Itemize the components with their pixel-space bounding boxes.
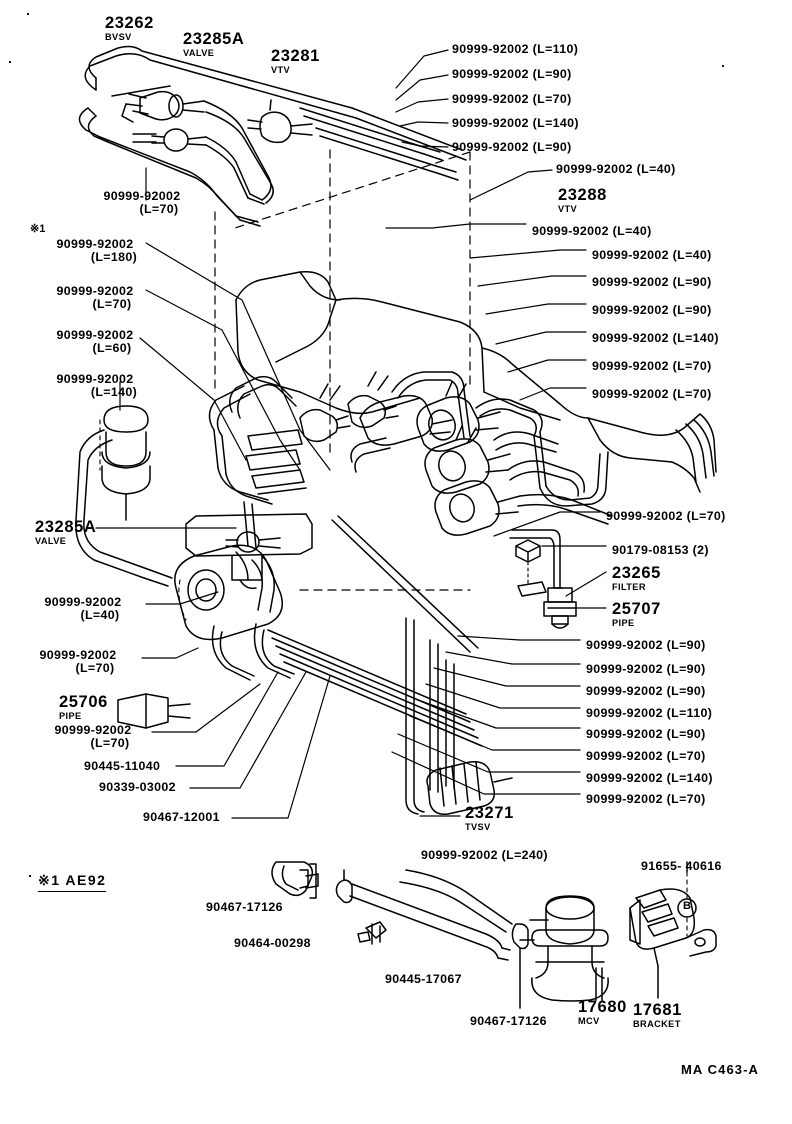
hose-label: 90999-92002 (L=70) — [586, 749, 706, 763]
component-number: 23265 — [612, 564, 661, 582]
hose-label: 90999-92002 (L=90) — [586, 684, 706, 698]
component-caption: PIPE — [612, 618, 635, 628]
drawing-code: MA C463-A — [681, 1062, 760, 1077]
component-number: 17680 — [578, 998, 627, 1016]
hose-label: 90999-92002 (L=140) — [586, 771, 713, 785]
hose-label — [18, 596, 148, 622]
hose-label: 90999-92002 (L=70) — [452, 92, 572, 106]
fastener-label: 91655- 40616 — [641, 859, 722, 873]
hose-label — [28, 724, 158, 750]
hose-part-number: 90999-92002 — [54, 723, 132, 737]
component-caption: PIPE — [59, 711, 82, 721]
hose-label: 90999-92002 (L=90) — [586, 727, 706, 741]
fastener-label: 90467-17126 — [470, 1014, 547, 1028]
component-number: 23285A — [35, 518, 97, 536]
component-number: 25706 — [59, 693, 108, 711]
hose-part-number: 90999-92002 — [103, 189, 181, 203]
component-caption: VTV — [271, 65, 291, 75]
hose-label — [30, 373, 160, 399]
component-17680 — [578, 998, 627, 1026]
component-number: 23271 — [465, 804, 514, 822]
component-caption: VALVE — [35, 536, 67, 546]
component-caption: VALVE — [183, 48, 215, 58]
hose-length: (L=140) — [90, 384, 138, 399]
component-17681 — [633, 1001, 682, 1029]
hose-length: (L=70) — [75, 660, 115, 675]
hose-label — [77, 190, 207, 216]
fastener-label: 90179-08153 (2) — [612, 543, 709, 557]
fastener-label: 90467-12001 — [143, 810, 220, 824]
fastener-label: 90445-17067 — [385, 972, 462, 986]
fastener-label: 90339-03002 — [99, 780, 176, 794]
component-25706 — [59, 693, 108, 721]
hose-part-number: 90999-92002 — [56, 372, 134, 386]
component-number: 23285A — [183, 30, 245, 48]
hose-label: 90999-92002 (L=90) — [592, 275, 712, 289]
hose-label: 90999-92002 (L=70) — [606, 509, 726, 523]
hose-part-number: 90999-92002 — [56, 328, 134, 342]
hose-label: 90999-92002 (L=70) — [586, 792, 706, 806]
fastener-label: 90445-11040 — [84, 759, 161, 773]
component-caption: MCV — [578, 1016, 600, 1026]
hose-label — [13, 649, 143, 675]
hose-label: 90999-92002 (L=90) — [592, 303, 712, 317]
hose-label — [30, 238, 160, 264]
component-23262 — [105, 14, 154, 42]
hose-label: 90999-92002 (L=70) — [592, 387, 712, 401]
hose-label: 90999-92002 (L=90) — [452, 67, 572, 81]
hose-label: 90999-92002 (L=40) — [592, 248, 712, 262]
hose-part-number: 90999-92002 — [56, 237, 134, 251]
fastener-label: 90464-00298 — [234, 936, 311, 950]
component-25707 — [612, 600, 661, 628]
hose-length: (L=70) — [90, 735, 130, 750]
component-number: 25707 — [612, 600, 661, 618]
component-23288 — [558, 186, 607, 214]
bracket-callout-letter: B — [683, 900, 691, 912]
hose-length: (L=70) — [92, 296, 132, 311]
hose-label: 90999-92002 (L=40) — [532, 224, 652, 238]
hose-label: 90999-92002 (L=140) — [592, 331, 719, 345]
hose-label: 90999-92002 (L=110) — [586, 706, 713, 720]
component-23285A-left — [35, 518, 96, 546]
footnote-marker: ※1 — [30, 223, 46, 235]
hose-length: (L=180) — [90, 249, 138, 264]
hose-length: (L=60) — [92, 340, 132, 355]
hose-label — [30, 329, 160, 355]
component-23265 — [612, 564, 661, 592]
hose-label: 90999-92002 (L=110) — [452, 42, 579, 56]
hose-label: 90999-92002 (L=40) — [556, 162, 676, 176]
component-number: 23281 — [271, 47, 320, 65]
hose-label: 90999-92002 (L=90) — [452, 140, 572, 154]
component-caption: VTV — [558, 204, 578, 214]
component-23285A-top — [183, 30, 244, 58]
hose-part-number: 90999-92002 — [56, 284, 134, 298]
component-number: 17681 — [633, 1001, 682, 1019]
component-caption: TVSV — [465, 822, 491, 832]
hose-part-number: 90999-92002 — [44, 595, 122, 609]
hose-label: 90999-92002 (L=140) — [452, 116, 579, 130]
hose-part-number: 90999-92002 — [39, 648, 117, 662]
hose-label: 90999-92002 (L=90) — [586, 662, 706, 676]
component-number: 23288 — [558, 186, 607, 204]
component-23271 — [465, 804, 514, 832]
component-caption: FILTER — [612, 582, 646, 592]
component-number: 23262 — [105, 14, 154, 32]
fastener-label: 90467-17126 — [206, 900, 283, 914]
hose-length: (L=40) — [80, 607, 120, 622]
hose-label — [30, 285, 160, 311]
hose-label: 90999-92002 (L=70) — [592, 359, 712, 373]
legend-note: ※1 AE92 — [38, 872, 106, 892]
component-caption: BVSV — [105, 32, 132, 42]
hose-length: (L=70) — [139, 201, 179, 216]
component-caption: BRACKET — [633, 1019, 681, 1029]
hose-label: 90999-92002 (L=90) — [586, 638, 706, 652]
component-23281 — [271, 47, 320, 75]
hose-label: 90999-92002 (L=240) — [421, 848, 548, 862]
